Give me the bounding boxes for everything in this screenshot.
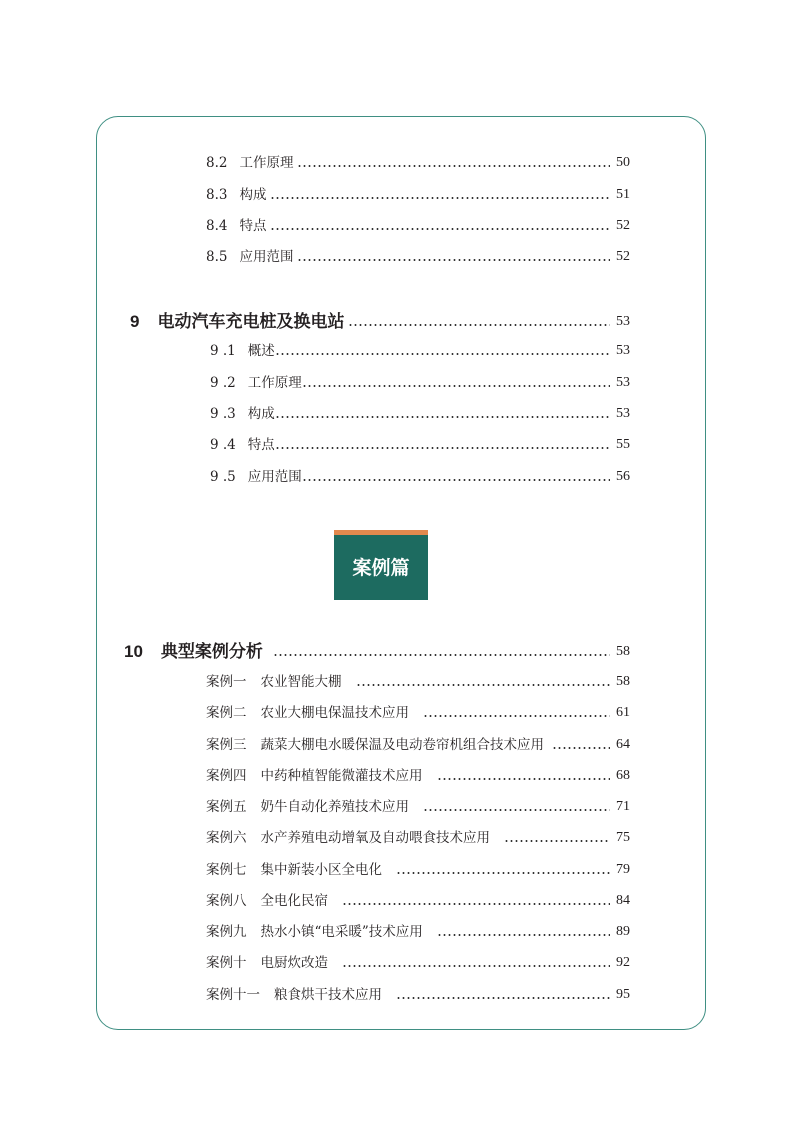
case-title: 农业智能大棚 (260, 674, 342, 690)
case-number: 案例九 (206, 924, 247, 940)
toc-chapter[interactable] (130, 309, 630, 335)
toc-page: 61 (616, 705, 630, 720)
toc-page: 64 (616, 737, 630, 752)
toc-number: 8.3 (206, 187, 228, 203)
dot-leader (342, 952, 610, 974)
toc-title: 概述 (247, 343, 275, 359)
case-title: 粮食烘干技术应用 (274, 987, 382, 1003)
chapter-page: 53 (616, 314, 630, 329)
toc-title: 特点 (247, 437, 275, 453)
case-title: 奶牛自动化养殖技术应用 (260, 799, 409, 815)
chapter-title: 典型案例分析 (160, 642, 263, 662)
toc-entry[interactable] (206, 215, 630, 237)
toc-number: 8.4 (206, 218, 228, 234)
toc-number: 9 .5 (210, 469, 236, 485)
toc-title: 应用范围 (247, 469, 302, 485)
case-number: 案例七 (206, 862, 247, 878)
chapter-number: 10 (124, 642, 143, 661)
part-badge (334, 530, 428, 600)
toc-page: 50 (616, 155, 630, 170)
toc-page: 79 (616, 862, 630, 877)
toc-page: 75 (616, 830, 630, 845)
dot-leader (396, 859, 610, 881)
case-title: 集中新装小区全电化 (260, 862, 382, 878)
toc-entry[interactable] (206, 859, 630, 881)
toc-chapter[interactable] (124, 639, 630, 665)
toc-page: 68 (616, 768, 630, 783)
case-number: 案例二 (206, 705, 247, 721)
case-title: 农业大棚电保温技术应用 (260, 705, 409, 721)
toc-entry[interactable] (206, 827, 630, 849)
toc-entry[interactable] (206, 671, 630, 693)
toc-number: 9 .1 (210, 343, 236, 359)
toc-entry[interactable] (206, 796, 630, 818)
chapter-number: 9 (130, 312, 140, 331)
toc-entry[interactable] (206, 702, 630, 724)
toc-title: 工作原理 (247, 375, 302, 391)
dot-leader (504, 827, 610, 849)
toc-title: 应用范围 (239, 249, 294, 265)
toc-page: 55 (616, 437, 630, 452)
chapter-page: 58 (616, 644, 630, 659)
toc-title: 构成 (239, 187, 267, 203)
dot-leader (270, 215, 610, 237)
case-title: 电厨炊改造 (260, 955, 328, 971)
toc-number: 9 .2 (210, 375, 236, 391)
toc-entry[interactable] (210, 434, 630, 456)
toc-entry[interactable] (206, 921, 630, 943)
toc-entry[interactable] (210, 340, 630, 362)
case-title: 热水小镇“电采暖”技术应用 (260, 924, 423, 940)
dot-leader (275, 403, 610, 425)
dot-leader (348, 309, 610, 335)
toc-page: 53 (616, 406, 630, 421)
dot-leader (437, 921, 610, 943)
case-number: 案例十 (206, 955, 247, 971)
dot-leader (302, 372, 610, 394)
toc-entry[interactable] (206, 952, 630, 974)
case-number: 案例十一 (206, 987, 260, 1003)
part-title: 案例篇 (352, 557, 410, 579)
toc-entry[interactable] (210, 403, 630, 425)
toc-title: 构成 (247, 406, 275, 422)
toc-page: 56 (616, 469, 630, 484)
chapter-title: 电动汽车充电桩及换电站 (157, 312, 345, 332)
toc-page: 71 (616, 799, 630, 814)
dot-leader (273, 639, 610, 665)
dot-leader (297, 152, 610, 174)
toc-entry[interactable] (206, 765, 630, 787)
toc-entry[interactable] (206, 184, 630, 206)
case-number: 案例五 (206, 799, 247, 815)
case-number: 案例三 (206, 737, 247, 753)
case-number: 案例六 (206, 830, 247, 846)
case-title: 水产养殖电动增氧及自动喂食技术应用 (260, 830, 490, 846)
case-number: 案例一 (206, 674, 247, 690)
case-title: 全电化民宿 (260, 893, 328, 909)
toc-entry[interactable] (206, 152, 630, 174)
dot-leader (423, 796, 610, 818)
toc-entry[interactable] (206, 734, 630, 756)
dot-leader (297, 246, 610, 268)
dot-leader (270, 184, 610, 206)
dot-leader (275, 340, 610, 362)
toc-page: 84 (616, 893, 630, 908)
toc-number: 9 .3 (210, 406, 236, 422)
toc-page: 89 (616, 924, 630, 939)
toc-entry[interactable] (206, 984, 630, 1006)
toc-page: 52 (616, 249, 630, 264)
toc-title: 工作原理 (239, 155, 294, 171)
toc-title: 特点 (239, 218, 267, 234)
badge-accent-bar (334, 530, 428, 535)
dot-leader (552, 734, 610, 756)
dot-leader (342, 890, 610, 912)
case-number: 案例四 (206, 768, 247, 784)
toc-page: 51 (616, 187, 630, 202)
dot-leader (302, 466, 610, 488)
toc-page: 53 (616, 343, 630, 358)
toc-entry[interactable] (210, 372, 630, 394)
dot-leader (396, 984, 610, 1006)
toc-page: 52 (616, 218, 630, 233)
toc-page: 92 (616, 955, 630, 970)
toc-page: 95 (616, 987, 630, 1002)
toc-number: 8.2 (206, 155, 228, 171)
case-number: 案例八 (206, 893, 247, 909)
dot-leader (437, 765, 611, 787)
toc-entry[interactable] (206, 246, 630, 268)
dot-leader (275, 434, 610, 456)
case-title: 蔬菜大棚电水暖保温及电动卷帘机组合技术应用 (260, 737, 544, 753)
toc-entry[interactable] (210, 466, 630, 488)
toc-entry[interactable] (206, 890, 630, 912)
dot-leader (423, 702, 610, 724)
dot-leader (356, 671, 611, 693)
toc-number: 8.5 (206, 249, 228, 265)
toc-page: 53 (616, 375, 630, 390)
case-title: 中药种植智能微灌技术应用 (260, 768, 423, 784)
toc-page: 58 (616, 674, 630, 689)
toc-number: 9 .4 (210, 437, 236, 453)
